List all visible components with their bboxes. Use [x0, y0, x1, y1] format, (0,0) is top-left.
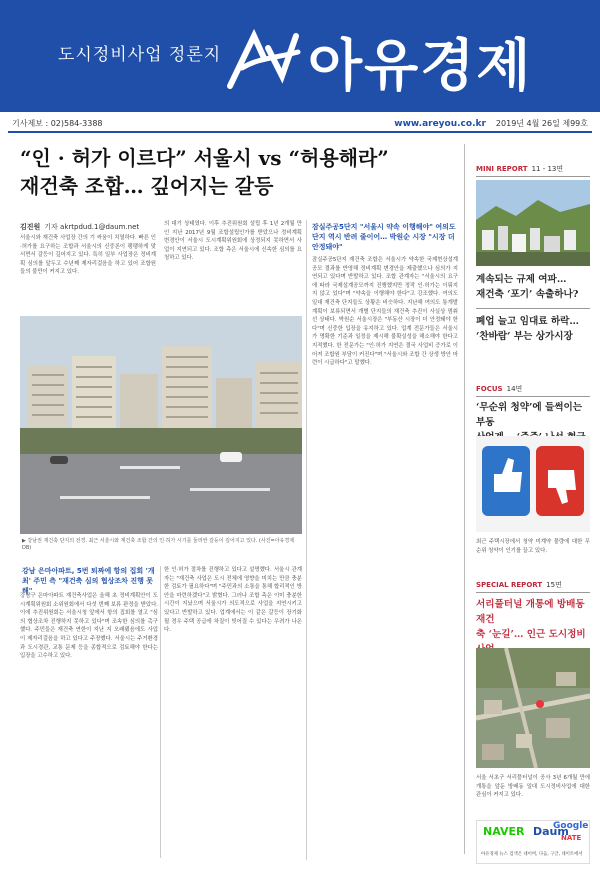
issue-info — [394, 118, 588, 129]
mini-head-1b: 재건축 ‘포기’ 속출하나? — [476, 289, 579, 300]
focus-text: 최근 주택시장에서 청약 미계약 물량에 대한 무순위 청약이 인기를 끌고 있다. — [476, 539, 590, 554]
article-col1-bottom: 강남구 은마아파트 재건축사업은 올해 초 정비계획안이 도시계획위원회 소위원회에서 다섯 번째 보류 판정을 받았다. 이에 추진위원회는 서울시청 앞에서 항의 집회를 열고 "심의 협상조차 진행하지 못하고 있다"며 조속한 심의를 촉구했다. 주민들은 재건축 연한이 지난 지 오래됐음에도 사업이 제자리걸음을 하고 있다고 주장했다. 서울시는 주거환경과 도시경관, 교통 문제 등을 종합적으로 검토해야 한다는 입장을 고수하고 있다. — [20, 593, 158, 660]
mini-report-photo — [476, 180, 590, 266]
column-divider — [160, 566, 161, 858]
author-detail: 기자 akrtpdud.1@daum.net — [44, 223, 140, 231]
article-col2-top: 의 대기 상태였다. 이후 추진위원회 설립 후 1년 2개월 만인 지난 2017년 9월 조합설립인가를 받았으나 정비계획 변경안이 서울시 도시계획위원회에 상정되지 못하면서 사업이 지연되고 있다. 조합 측은 서울시에 신속한 심의를 요청하고 있다. — [164, 221, 302, 262]
article-col1-top: 서울시와 재건축 사업장 간의 기 싸움이 치열하다. 빠른 인·허가를 요구하는 조합과 서울시의 신중론이 팽팽하게 맞서면서 갈등이 깊어지고 있다. 특히 일부 사업장은 정비계획 심의를 앞두고 수년째 제자리걸음을 하고 있어 조합원들의 불만이 커지고 있다. — [20, 235, 156, 276]
headline-line1: “인 · 허가 이르다” 서울시 vs “허용해라” — [20, 146, 389, 170]
masthead-subtitle: 도시정비사업 정론지 — [58, 45, 222, 65]
focus-head-a: ‘무순위 청약’에 들썩이는 부동 — [476, 402, 583, 428]
ad-note: 아유경제 뉴스 검색은 네이버, 다음, 구글, 네이트에서 — [481, 852, 583, 857]
contact-info: 기사제보 : 02)584-3388 — [12, 119, 103, 128]
portal-ad — [476, 820, 590, 864]
focus-title: FOCUS — [476, 385, 503, 393]
top-rule — [8, 131, 592, 133]
subhead-jamsil: 잠실주공5단지 "서울시 약속 이행해야" 여의도단지 역시 반려 줄이어… 박원순 시장 "시장 더 안정돼야" — [312, 223, 456, 251]
headline — [20, 144, 460, 200]
mini-head-1 — [476, 272, 592, 302]
ayu-logo-icon — [224, 28, 304, 92]
website-link[interactable]: www.areyou.co.kr — [394, 119, 486, 129]
mini-report-label — [476, 164, 563, 174]
special-report-label — [476, 580, 562, 590]
aerial-photo — [476, 648, 590, 768]
focus-label — [476, 384, 522, 394]
daum-logo: Daum — [533, 825, 569, 838]
sidebar-rule — [476, 592, 590, 593]
photo-caption: ▶ 강남권 재건축 단지의 전경. 최근 서울시와 재건축 조합 간의 인·허가 시기를 둘러싼 갈등이 깊어지고 있다. (사진=아유경제 DB) — [22, 538, 295, 551]
masthead-title: 아유경제 — [308, 34, 533, 99]
byline — [20, 222, 139, 232]
naver-logo: NAVER — [483, 825, 525, 838]
info-bar — [8, 116, 592, 130]
mini-report-pages: 11 - 13면 — [531, 165, 564, 173]
sidebar-rule — [476, 308, 590, 309]
thumbs-photo — [476, 436, 590, 532]
focus-page: 14면 — [506, 385, 523, 393]
column-divider — [306, 220, 307, 860]
headline-line2: 재건축 조합… 깊어지는 갈등 — [20, 174, 274, 198]
mini-head-2 — [476, 314, 592, 344]
nate-logo: NATE — [561, 834, 582, 842]
special-head-a: 서리풀터널 개통에 방배동 재건 — [476, 599, 585, 625]
issue-date: 2019년 4월 26일 제99호 — [495, 119, 588, 128]
sidebar-rule — [476, 396, 590, 397]
masthead — [0, 0, 600, 112]
article-col3: 잠실주공5단지 재건축 조합은 서울시가 약속한 국제현상설계 공모 결과를 반영해 정비계획 변경안을 제출했으나 심의가 지연되고 있다며 반발하고 있다. 조합 관계자는 "서울시의 요구에 따라 국제설계공모까지 진행했지만 정작 인·허가는 이뤄지지 않고 있다"며 "약속을 이행해야 한다"고 강조했다. 여의도 일대 재건축 단지들도 상황은 비슷하다. 지난해 여의도 통개발 계획이 보류되면서 개별 단지들의 재건축 추진이 사실상 멈춰선 상태다. 박원순 서울시장은 "부동산 시장이 더 안정돼야 한다"며 신중한 입장을 유지하고 있다. 업계 전문가들은 서울시가 명확한 기준과 일정을 제시해 불확실성을 해소해야 한다고 지적했다. 한 전문가는 "인·허가 지연은 결국 사업비 증가로 이어져 조합원 부담이 커진다"며 "서울시와 조합 간 상생 방안 마련이 시급하다"고 말했다. — [312, 257, 458, 367]
article-photo — [20, 316, 302, 534]
special-head-b: 축 ‘눈길’… 인근 도시정비 — [476, 629, 586, 640]
sidebar-rule — [476, 176, 590, 177]
subhead-eunma: 강남 은마아파트, 5번 퇴짜에 항의 집회 '개최' 주민 측 "재건축 심의 협상조차 진행 못 해" — [22, 567, 155, 595]
author: 김진원 — [20, 223, 41, 231]
google-logo: Google — [553, 821, 589, 831]
special-report-page: 15면 — [546, 581, 562, 589]
special-text: 서울 서초구 서리풀터널이 공사 3년 6개월 만에 개통을 앞둔 방배동 일대 도시정비사업에 대한 관심이 커지고 있다. — [476, 775, 590, 799]
article-col2-bottom: 한 인·허가 절차를 진행하고 있다고 설명했다. 서울시 관계자는 "재건축 사업은 도시 전체에 영향을 미치는 만큼 충분한 검토가 필요하다"며 "주민과의 소통을 통해 합리적인 방안을 마련하겠다"고 밝혔다. 그러나 조합 측은 이미 충분한 시간이 지났으며 서울시가 의도적으로 사업을 지연시키고 있다고 반발하고 있다. 업계에서는 이 같은 갈등이 장기화될 경우 주택 공급에 차질이 빚어질 수 있다는 우려가 나온다. — [164, 567, 302, 634]
mini-head-1a: 계속되는 규제 여파… — [476, 274, 567, 285]
mini-head-2b: ‘찬바람’ 부는 상가시장 — [476, 331, 573, 342]
mini-report-title: MINI REPORT — [476, 165, 528, 173]
sidebar-divider — [464, 144, 465, 854]
mini-head-2a: 폐업 늘고 임대료 하락… — [476, 316, 580, 327]
special-report-title: SPECIAL REPORT — [476, 581, 543, 589]
